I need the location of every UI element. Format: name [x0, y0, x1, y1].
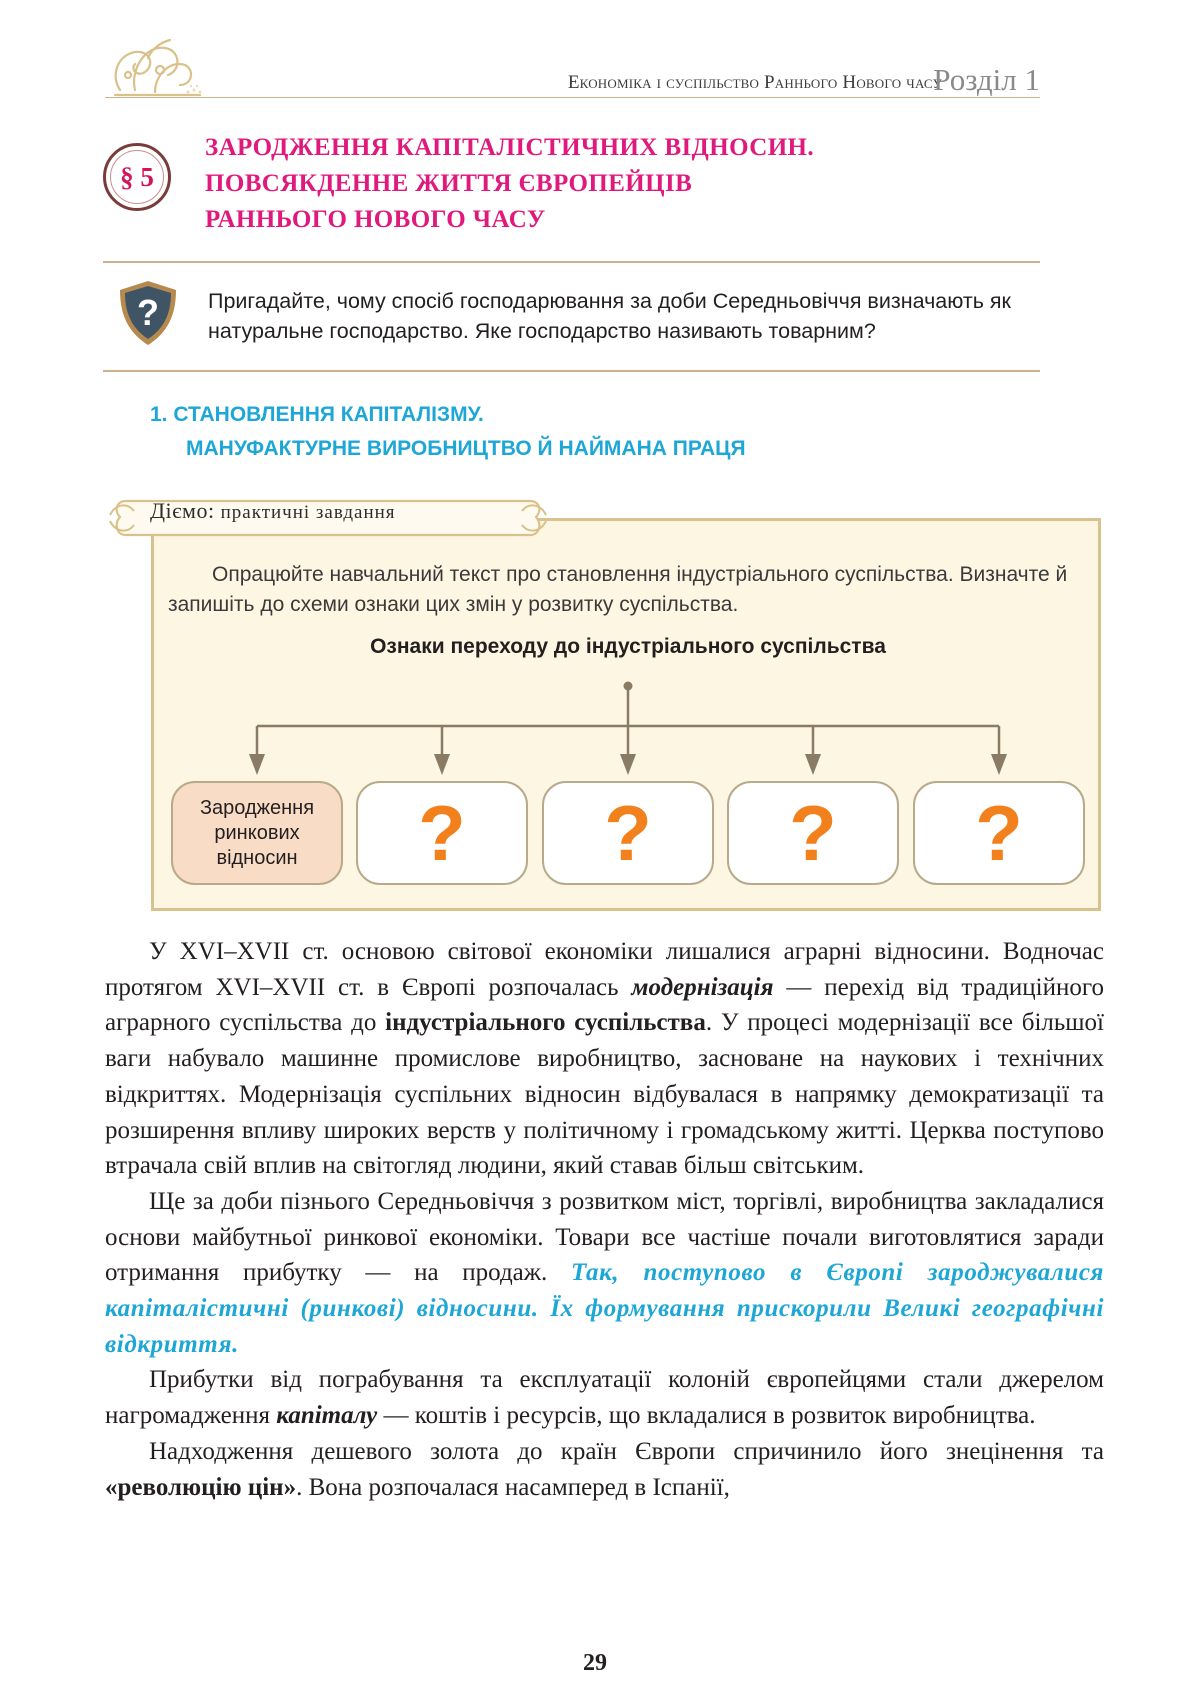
scheme-box-blank[interactable]: [727, 781, 899, 885]
term-capital: капіталу: [276, 1402, 378, 1430]
chapter-title-line-2: ПОВСЯКДЕННЕ ЖИТТЯ ЄВРОПЕЙЦІВ: [205, 170, 693, 197]
question-mark: ?: [418, 789, 466, 877]
text-run: Надходження дешевого золота до країн Європи спричинило його знецінення та: [149, 1437, 1104, 1465]
separator-rule: [103, 261, 1040, 263]
text-run: У XVI–XVII ст. основою світової економіки лишалися аграрні відносини. Водночас протягом XVI–XVII ст. в Європі розпочалась: [105, 938, 1104, 1001]
term-price-revolution: «революцію цін»: [105, 1473, 297, 1501]
paragraph-number: § 5: [120, 162, 154, 192]
floral-ornament-icon: [100, 30, 210, 105]
text-run: — коштів і ресурсів, що вкладалися в розвиток виробництва.: [377, 1402, 1036, 1430]
running-header-title: Економіка і суспільство Раннього Нового часу: [567, 72, 942, 93]
highlighted-conclusion: Так, поступово в Європі зароджувалися капіталістичні (ринкові) відносини. Їх формування прискорили Великі географічні відкриття.: [105, 1259, 1105, 1358]
task-instructions: Опрацюйте навчальний текст про становлення індустріального суспільства. Визначте й запишіть до схеми ознаки цих змін у розвитку суспільства.: [168, 563, 1068, 616]
body-paragraph-1: [105, 934, 1104, 1184]
scheme-box-text: Зародження ринкових відносин: [199, 796, 315, 869]
paragraph-badge: [103, 143, 171, 211]
subsection-heading: [150, 398, 746, 466]
question-mark: ?: [789, 789, 837, 877]
separator-rule: [103, 370, 1040, 372]
text-run: — перехід від традиційного аграрного суспільства до: [105, 973, 1104, 1037]
task-label: [150, 498, 396, 524]
term-industrial-society: індустріального суспільства: [385, 1009, 706, 1037]
scheme-box-blank[interactable]: [913, 781, 1085, 885]
text-run: Прибутки від пограбування та експлуатації колоній європейцями стали джерелом нагромадження: [105, 1366, 1104, 1430]
scheme-box-blank[interactable]: [356, 781, 528, 885]
svg-text:?: ?: [137, 292, 159, 333]
page-number: 29: [583, 1650, 607, 1676]
body-paragraph-4: [105, 1434, 1104, 1505]
text-run: . Вона розпочалася насамперед в Іспанії,: [296, 1473, 730, 1501]
chapter-title-line-1: ЗАРОДЖЕННЯ КАПІТАЛІСТИЧНИХ ВІДНОСИН.: [205, 134, 815, 161]
task-label-main: Діємо:: [150, 498, 215, 523]
term-modernization: модернізація: [631, 973, 774, 1001]
subsection-heading-line-1: 1. СТАНОВЛЕННЯ КАПІТАЛІЗМУ.: [150, 403, 484, 426]
scheme-title: Ознаки переходу до індустріального суспільства: [370, 635, 886, 658]
running-header-section: Розділ 1: [933, 62, 1040, 97]
chapter-title-line-3: РАННЬОГО НОВОГО ЧАСУ: [205, 206, 546, 233]
text-run: Ще за доби пізнього Середньовіччя з розвитком міст, торгівлі, виробництва закладалися основи майбутньої ринкової економіки. Товари все частіше почали виготовлятися заради отримання прибутку — на продаж.: [105, 1187, 1104, 1287]
scheme-box-filled: [171, 781, 343, 885]
question-mark: ?: [975, 789, 1023, 877]
header-rule: [105, 97, 1040, 98]
task-label-sub: практичні завдання: [220, 502, 396, 523]
scheme-box-blank[interactable]: [542, 781, 714, 885]
question-shield-icon: [115, 278, 181, 348]
subsection-heading-line-2: МАНУФАКТУРНЕ ВИРОБНИЦТВО Й НАЙМАНА ПРАЦЯ: [186, 437, 746, 460]
text-run: . У процесі модернізації все більшої ваги набувало машинне промислове виробництво, засноване на наукових і технічних відкриттях. Модернізація суспільних відносин відбувалася в напрямку демократизації та розширення впливу широких верств у політичному і громадському житті. Церква поступово втрачала свій вплив на світогляд людини, який ставав більш світським.: [105, 1009, 1104, 1180]
chapter-title: [205, 130, 814, 238]
question-mark: ?: [604, 789, 652, 877]
recall-question-text: Пригадайте, чому спосіб господарювання за доби Середньовіччя визначають як натуральне господарство. Яке господарство називають товарним?: [208, 289, 1011, 343]
body-text: [105, 934, 1104, 1505]
scheme-connector-lines: [151, 678, 1101, 778]
body-paragraph-2: [105, 1184, 1104, 1363]
body-paragraph-3: [105, 1362, 1104, 1433]
